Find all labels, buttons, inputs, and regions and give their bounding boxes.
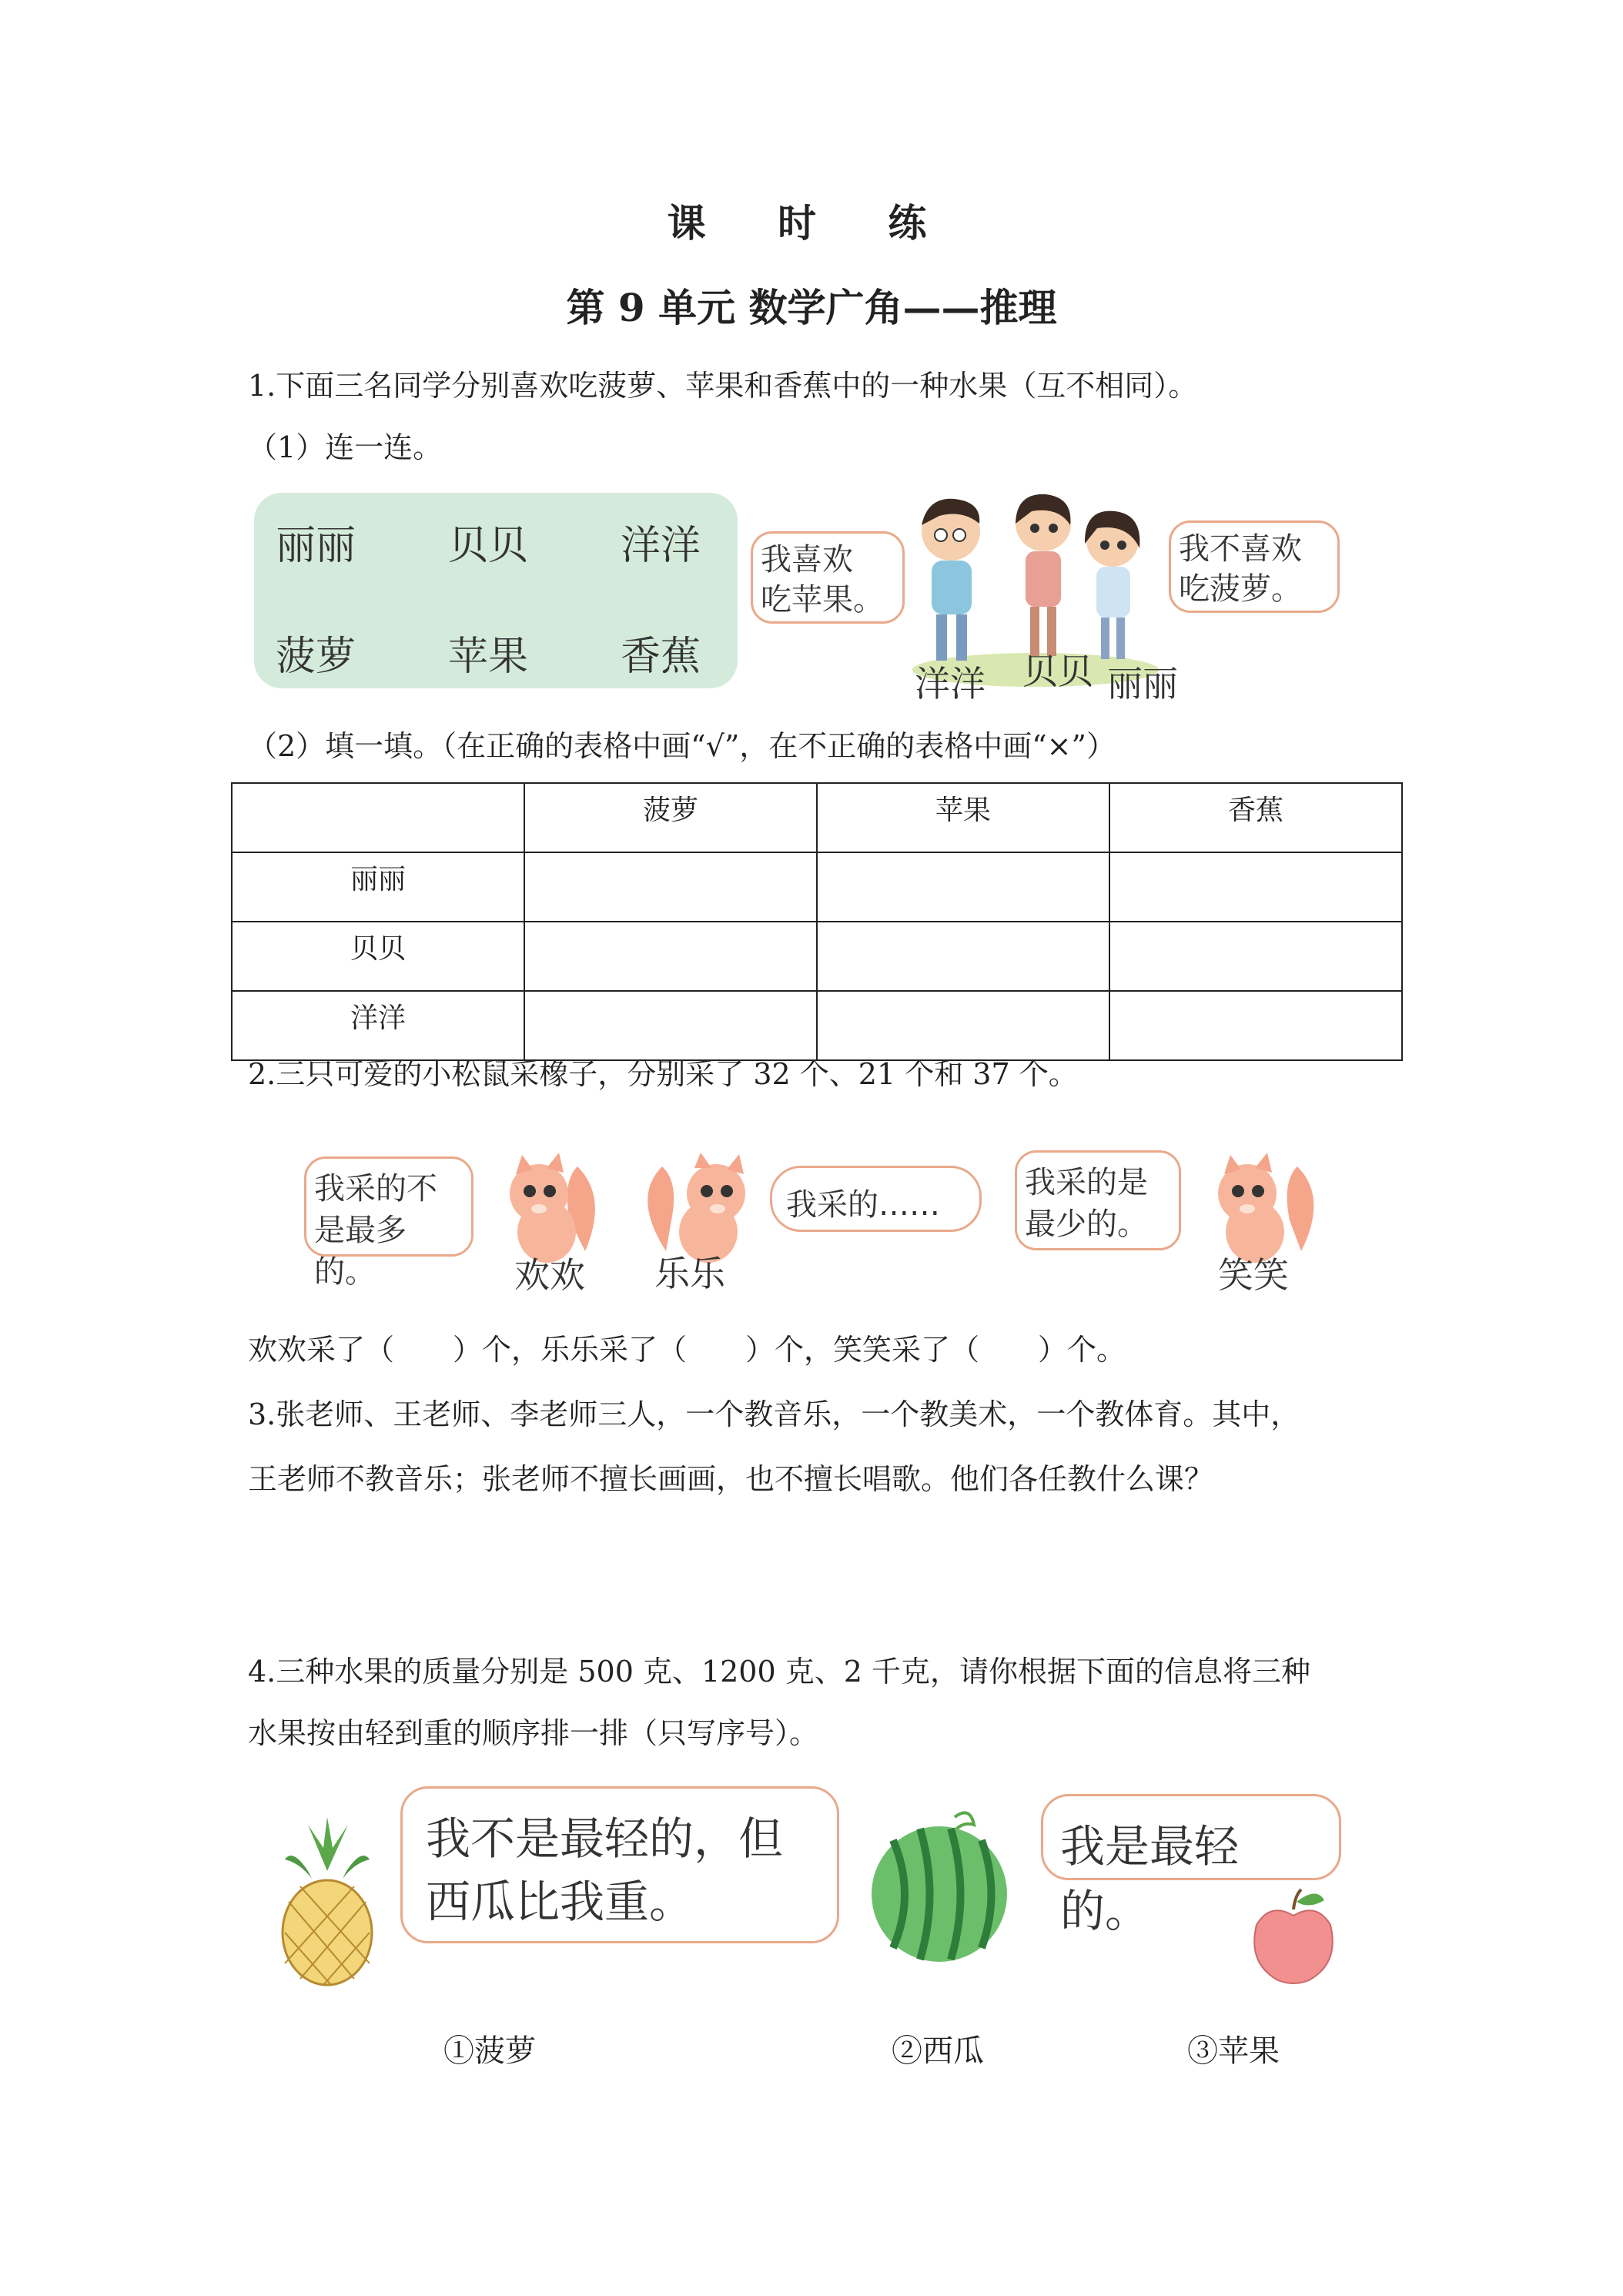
match-name-3[interactable]: 洋洋 bbox=[621, 523, 701, 569]
q1-part2: （2）填一填。（在正确的表格中画“√”，在不正确的表格中画“×”） bbox=[248, 729, 1116, 763]
speech-bubble-lili: 我不喜欢 吃菠萝。 bbox=[1169, 520, 1340, 613]
q4-line1: 4.三种水果的质量分别是 500 克、1200 克、2 千克，请你根据下面的信息将三种 bbox=[248, 1655, 1310, 1689]
speech-bubble-pineapple: 我不是最轻的，但 西瓜比我重。 bbox=[400, 1786, 839, 1943]
girl-figure-lili bbox=[1085, 511, 1139, 659]
speech-bubble-xiaoxiao: 我采的是 最少的。 bbox=[1015, 1150, 1181, 1250]
table-row bbox=[232, 922, 1402, 991]
squirrel-label-lele: 乐乐 bbox=[654, 1253, 725, 1294]
table-cell[interactable] bbox=[1109, 852, 1402, 922]
kid-label-yangyang: 洋洋 bbox=[915, 663, 986, 705]
table-header-cell: 菠萝 bbox=[524, 783, 817, 852]
q2-text: 2.三只可爱的小松鼠采橡子，分别采了 32 个、21 个和 37 个。 bbox=[248, 1057, 1078, 1091]
watermelon-illustration bbox=[862, 1809, 1016, 1963]
speech-bubble-huanhuan: 我采的不 是最多的。 bbox=[304, 1156, 474, 1257]
table-row bbox=[232, 852, 1402, 922]
kid-label-lili: 丽丽 bbox=[1107, 663, 1178, 705]
speech-bubble-yangyang: 我喜欢 吃苹果。 bbox=[751, 531, 905, 624]
table-header-row bbox=[232, 783, 1402, 852]
pineapple-illustration bbox=[277, 1817, 377, 1986]
match-fruit-2[interactable]: 苹果 bbox=[448, 634, 529, 680]
table-row-label: 洋洋 bbox=[232, 991, 524, 1060]
girl-figure-beibei bbox=[1016, 494, 1071, 656]
match-fruit-1[interactable]: 菠萝 bbox=[276, 634, 356, 680]
speech-bubble-apple: 我是最轻的。 bbox=[1041, 1794, 1341, 1880]
table-cell[interactable] bbox=[1109, 922, 1402, 991]
kid-label-beibei: 贝贝 bbox=[1022, 651, 1093, 692]
table-row-label: 贝贝 bbox=[232, 922, 524, 991]
q4-line2: 水果按由轻到重的顺序排一排（只写序号）。 bbox=[248, 1716, 819, 1750]
table-cell[interactable] bbox=[524, 852, 817, 922]
table-cell[interactable] bbox=[1109, 991, 1402, 1060]
apple-illustration bbox=[1247, 1886, 1340, 1986]
q1-part1: （1）连一连。 bbox=[248, 430, 443, 464]
page-title: 课 时 练 bbox=[667, 200, 956, 246]
table-cell[interactable] bbox=[524, 922, 817, 991]
table-cell[interactable] bbox=[817, 922, 1109, 991]
match-name-1[interactable]: 丽丽 bbox=[276, 523, 356, 569]
match-fruit-3[interactable]: 香蕉 bbox=[621, 634, 701, 680]
q3-line2: 王老师不教音乐；张老师不擅长画画，也不擅长唱歌。他们各任教什么课？ bbox=[248, 1462, 1214, 1496]
table-header-cell: 香蕉 bbox=[1109, 783, 1402, 852]
match-name-2[interactable]: 贝贝 bbox=[448, 523, 529, 569]
fruit-caption-pineapple: ①菠萝 bbox=[443, 2033, 536, 2069]
speech-bubble-lele: 我采的…… bbox=[770, 1166, 982, 1232]
answer-table bbox=[231, 782, 1403, 1061]
table-row-label: 丽丽 bbox=[232, 852, 524, 922]
q2-fill-blanks[interactable]: 欢欢采了（ ）个，乐乐采了（ ）个，笑笑采了（ ）个。 bbox=[248, 1333, 1126, 1367]
fruit-caption-apple: ③苹果 bbox=[1187, 2033, 1280, 2069]
table-header-cell: 苹果 bbox=[817, 783, 1109, 852]
unit-subtitle: 第 9 单元 数学广角——推理 bbox=[566, 285, 1057, 330]
squirrel-label-huanhuan: 欢欢 bbox=[514, 1254, 585, 1296]
boy-figure bbox=[922, 499, 980, 661]
fruit-caption-watermelon: ②西瓜 bbox=[892, 2033, 984, 2069]
q1-text: 1.下面三名同学分别喜欢吃菠萝、苹果和香蕉中的一种水果（互不相同）。 bbox=[248, 369, 1198, 403]
table-cell[interactable] bbox=[817, 852, 1109, 922]
q3-line1: 3.张老师、王老师、李老师三人，一个教音乐，一个教美术，一个教体育。其中， bbox=[248, 1397, 1300, 1431]
table-header-cell bbox=[232, 783, 524, 852]
squirrel-label-xiaoxiao: 笑笑 bbox=[1218, 1254, 1289, 1296]
